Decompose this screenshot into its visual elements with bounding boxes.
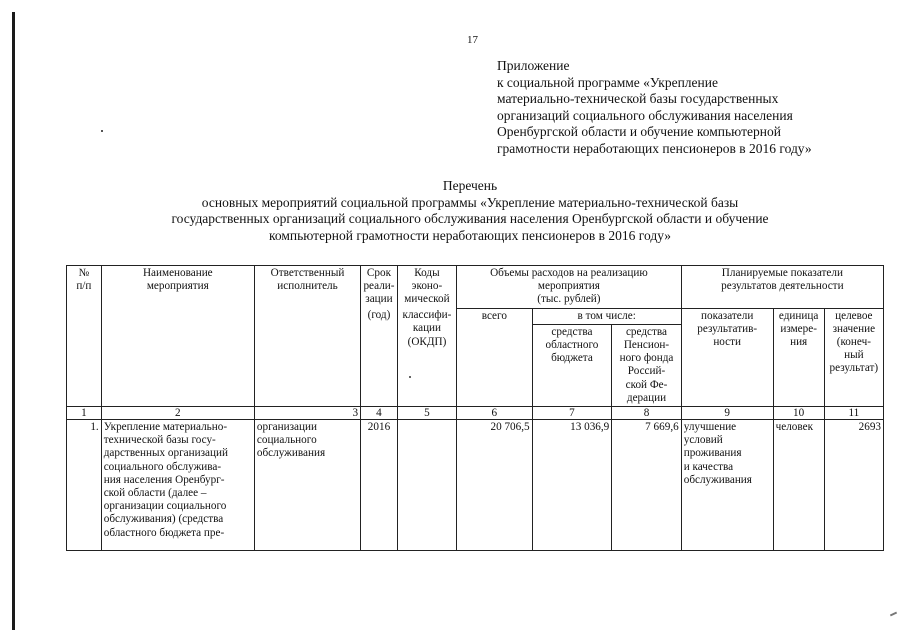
column-number: 9 — [681, 407, 773, 420]
header-indicators: показатели результатив- ности — [681, 308, 773, 406]
header-row — [67, 266, 884, 309]
title-line: основных мероприятий социальной программы «Укрепление материально-технической базы — [201, 194, 739, 210]
column-number: 4 — [361, 407, 398, 420]
scan-left-edge — [12, 12, 15, 630]
scan-speck — [101, 130, 103, 132]
table-row — [67, 420, 884, 551]
column-number: 11 — [824, 407, 883, 420]
cell-regional: 13 036,9 — [532, 420, 612, 551]
cell-unit: человек — [773, 420, 824, 551]
column-number: 5 — [397, 407, 456, 420]
annex-line: организаций социального обслуживания населения — [497, 107, 793, 123]
header-num: № п/п — [67, 266, 102, 407]
header-expenses: Объемы расходов на реализацию мероприятия (тыс. рублей) — [457, 266, 682, 309]
header-term-year: (год) — [361, 308, 398, 406]
column-number: 6 — [457, 407, 533, 420]
annex-line: к социальной программе «Укрепление — [497, 74, 718, 90]
column-number: 3 — [254, 407, 360, 420]
column-number-row — [67, 407, 884, 420]
page-number: 17 — [467, 34, 478, 46]
header-target: целевое значение (конеч- ный результат) — [824, 308, 883, 406]
header-planned: Планируемые показатели результатов деятельности — [681, 266, 883, 309]
column-number: 10 — [773, 407, 824, 420]
cell-num: 1. — [67, 420, 102, 551]
header-term: Срок реали- зации — [361, 266, 398, 309]
cell-name: Укрепление материально- технической базы госу- дарственных организаций социального обслужива- ния населения Оренбург- ской области (далее – организации социального обслуживания) (средства областного бюджета пре- — [101, 420, 254, 551]
cell-executor: организации социального обслуживания — [254, 420, 360, 551]
measures-table — [66, 265, 884, 551]
header-name: Наименование мероприятия — [101, 266, 254, 407]
cell-term: 2016 — [361, 420, 398, 551]
column-number: 1 — [67, 407, 102, 420]
annex-line: материально-технической базы государственных — [497, 91, 779, 107]
header-unit: единица измере- ния — [773, 308, 824, 406]
annex-line: грамотности неработающих пенсионеров в 2016 году» — [497, 140, 812, 156]
title-line: Перечень — [442, 178, 498, 193]
header-codes: Коды эконо- мической — [397, 266, 456, 309]
cell-total: 20 706,5 — [457, 420, 533, 551]
scan-speck — [890, 612, 897, 617]
document-title — [120, 178, 820, 244]
cell-indicator: улучшение условий проживания и качества обслуживания — [681, 420, 773, 551]
header-executor: Ответственный исполнитель — [254, 266, 360, 407]
annex-line: Оренбургской области и обучение компьютерной — [497, 124, 781, 140]
header-pension: средства Пенсион- ного фонда Россий- ской Фе- дерации — [612, 324, 681, 406]
annex-line: Приложение — [497, 58, 570, 73]
header-total: всего — [457, 308, 533, 406]
annex-header — [497, 58, 897, 158]
header-including: в том числе: — [532, 308, 681, 324]
column-number: 7 — [532, 407, 612, 420]
title-line: компьютерной грамотности неработающих пенсионеров в 2016 году» — [268, 227, 672, 243]
title-line: государственных организаций социального обслуживания населения Оренбургской области и обучение — [171, 211, 769, 227]
header-codes-okdp: классифи- кации (ОКДП) — [397, 308, 456, 406]
cell-codes — [397, 420, 456, 551]
cell-target: 2693 — [824, 420, 883, 551]
column-number: 2 — [101, 407, 254, 420]
header-regional: средства областного бюджета — [532, 324, 612, 406]
cell-pension: 7 669,6 — [612, 420, 681, 551]
column-number: 8 — [612, 407, 681, 420]
